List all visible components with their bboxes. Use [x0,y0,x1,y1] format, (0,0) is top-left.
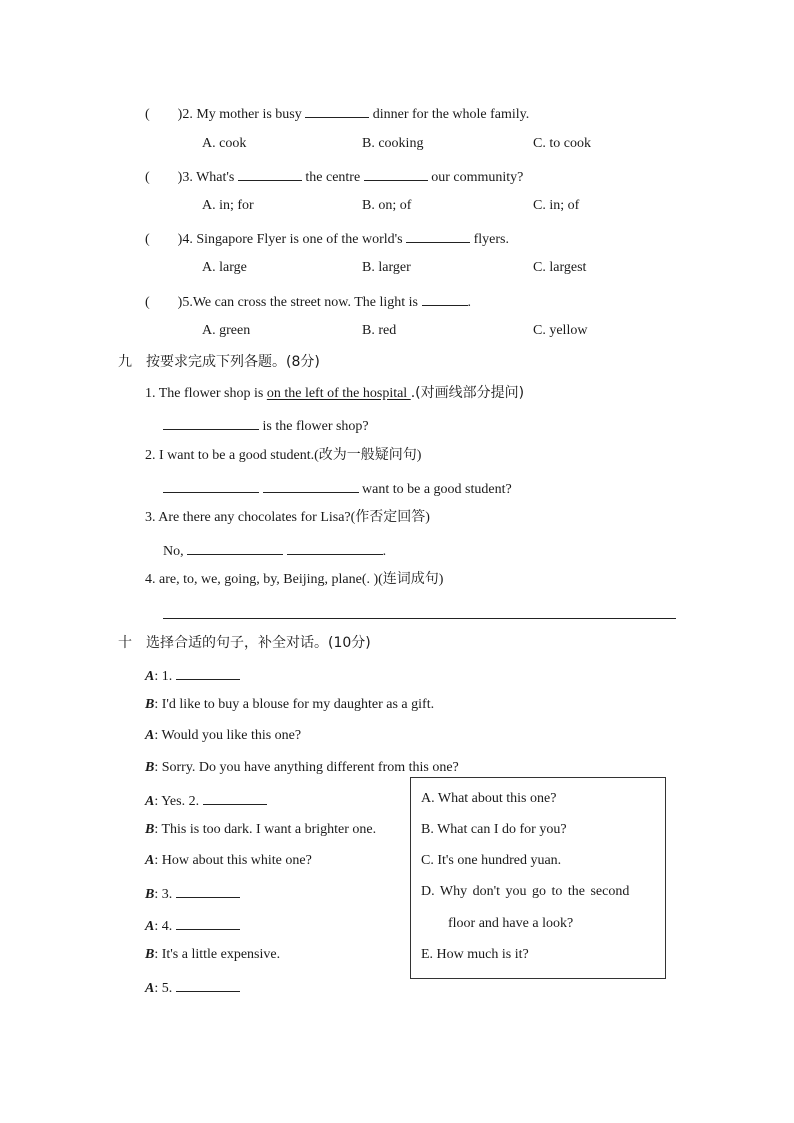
dialogue-line [145,915,240,936]
question-text: We can cross the street now. The light is [192,295,418,310]
underlined-phrase: on the left of the hospital [266,386,411,401]
dialogue-text: : It's a little expensive. [154,947,281,962]
answer-text: is the flower shop? [262,419,369,434]
answer-blank[interactable] [176,883,240,898]
question-text: our community? [431,170,524,185]
option-b[interactable]: B. larger [362,260,411,275]
question-number: )3. [177,170,193,185]
dialogue-text: : 3. [154,887,173,902]
speaker: B [145,822,155,837]
paren-open: ( [145,107,150,122]
option-a[interactable]: A. in; for [202,198,254,213]
answer-blank[interactable] [163,415,259,430]
answer-blank[interactable] [176,977,240,992]
answer-blank[interactable] [406,228,470,243]
dialogue-text: : Would you like this one? [154,728,302,743]
answer-text: . [382,544,387,559]
question-text: What's [196,170,235,185]
dialogue-line [145,883,240,904]
option-c[interactable]: C. largest [533,260,587,275]
option-d[interactable]: D. Why don't you go to the second [421,884,630,899]
option-b[interactable]: B. red [362,323,397,338]
dialogue-text: : How about this white one? [154,853,312,868]
answer-text: No, [163,544,184,559]
section-9-item-4: 4. are, to, we, going, by, Beijing, plane(. )(连词成句) [145,572,444,587]
speaker: A [145,728,155,743]
question-5 [145,291,471,312]
answer-blank[interactable] [287,540,383,555]
answer-blank[interactable] [176,915,240,930]
option-a[interactable]: A. cook [202,136,247,151]
speaker: A [145,919,155,934]
question-3 [145,166,523,187]
answer-text: want to be a good student? [362,482,512,497]
dialogue-text: : Sorry. Do you have anything different from this one? [154,760,459,775]
section-9-item-2: 2. I want to be a good student.(改为一般疑问句) [145,448,422,463]
speaker: B [145,887,155,902]
answer-blank[interactable] [305,103,369,118]
answer-blank[interactable] [187,540,283,555]
speaker: A [145,853,155,868]
question-4 [145,228,509,249]
dialogue-line [145,696,434,714]
option-c[interactable]: C. yellow [533,323,588,338]
paren-open: ( [145,232,150,247]
dialogue-line [145,821,376,839]
question-text: the centre [305,170,361,185]
dialogue-line [145,759,459,777]
option-c[interactable]: C. in; of [533,198,580,213]
paren-open: ( [145,170,150,185]
item-instruction: .(对画线部分提问) [410,385,525,401]
answer-blank[interactable] [203,790,267,805]
question-number: )5. [177,295,193,310]
section-9-item-1 [145,384,524,403]
option-b[interactable]: B. cooking [362,136,424,151]
option-a[interactable]: A. green [202,323,251,338]
section-9-item-3: 3. Are there any chocolates for Lisa?(作否定回答) [145,510,430,525]
section-9-answer-3 [163,540,386,561]
speaker: B [145,697,155,712]
dialogue-line [145,727,301,745]
dialogue-text: : I'd like to buy a blouse for my daughter as a gift. [154,697,435,712]
section-9-answer-2 [163,478,512,499]
answer-line[interactable] [163,618,676,619]
answer-blank[interactable] [176,665,240,680]
option-a[interactable]: A. large [202,260,247,275]
answer-blank[interactable] [422,291,468,306]
answer-blank[interactable] [263,478,359,493]
section-9-answer-1 [163,415,369,436]
speaker: A [145,794,155,809]
question-text: Singapore Flyer is one of the world's [196,232,403,247]
dialogue-line [145,665,240,686]
option-c[interactable]: C. to cook [533,136,591,151]
question-text: . [467,295,471,310]
speaker: B [145,947,155,962]
question-text: flyers. [473,232,510,247]
speaker: A [145,669,155,684]
dialogue-line [145,852,312,870]
speaker: A [145,981,155,996]
dialogue-text: : 5. [154,981,173,996]
dialogue-text: : Yes. 2. [154,794,200,809]
section-9-title: 九 按要求完成下列各题。(8分) [118,354,320,370]
dialogue-text: : 4. [154,919,173,934]
question-number: )4. [177,232,193,247]
dialogue-text: : 1. [154,669,173,684]
dialogue-text: : This is too dark. I want a brighter one. [154,822,377,837]
dialogue-line [145,790,267,811]
option-e[interactable]: E. How much is it? [421,947,529,962]
question-2 [145,103,529,124]
answer-blank[interactable] [238,166,302,181]
dialogue-line [145,977,240,998]
option-b[interactable]: B. What can I do for you? [421,822,567,837]
option-b[interactable]: B. on; of [362,198,412,213]
option-a[interactable]: A. What about this one? [421,791,557,806]
answer-blank[interactable] [163,478,259,493]
question-text: My mother is busy [196,107,302,122]
answer-blank[interactable] [364,166,428,181]
section-10-title: 十 选择合适的句子，补全对话。(10分) [118,635,371,651]
dialogue-line [145,946,280,964]
speaker: B [145,760,155,775]
item-text: 1. The flower shop is [145,386,267,401]
option-c[interactable]: C. It's one hundred yuan. [421,853,562,868]
question-text: dinner for the whole family. [372,107,530,122]
option-d-continued: floor and have a look? [448,916,574,931]
paren-open: ( [145,295,150,310]
question-number: )2. [177,107,193,122]
